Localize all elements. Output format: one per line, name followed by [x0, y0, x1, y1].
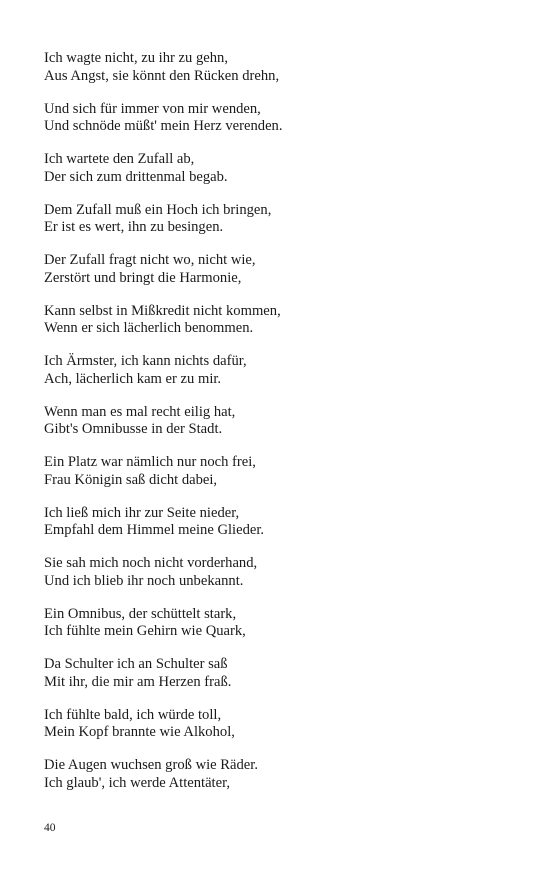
poem-text — [44, 50, 524, 808]
poem-line: Gibt's Omnibusse in der Stadt. — [44, 421, 223, 437]
stanza — [44, 656, 524, 691]
poem-line: Der Zufall fragt nicht wo, nicht wie, — [44, 252, 256, 268]
stanza — [44, 606, 524, 641]
stanza — [44, 757, 524, 792]
poem-line: Er ist es wert, ihn zu besingen. — [44, 219, 224, 235]
poem-line: Empfahl dem Himmel meine Glieder. — [44, 522, 265, 538]
stanza — [44, 252, 524, 287]
stanza — [44, 151, 524, 186]
poem-line: Ich fühlte bald, ich würde toll, — [44, 706, 222, 723]
poem-line: Ach, lächerlich kam er zu mir. — [44, 370, 222, 387]
stanza — [44, 505, 524, 540]
page-number: 40 — [44, 822, 56, 834]
poem-line: Ich fühlte mein Gehirn wie Quark, — [44, 623, 246, 639]
stanza — [44, 404, 524, 439]
poem-line: Wenn er sich lächerlich benommen. — [44, 320, 254, 336]
stanza — [44, 303, 524, 338]
poem-line: Sie sah mich noch nicht vorderhand, — [44, 555, 258, 571]
poem-line: Ich glaub', ich werde Attentäter, — [44, 774, 231, 791]
stanza — [44, 707, 524, 742]
poem-line: Ich ließ mich ihr zur Seite nieder, — [44, 504, 240, 521]
poem-line: Dem Zufall muß ein Hoch ich bringen, — [44, 201, 272, 218]
poem-line: Ein Omnibus, der schüttelt stark, — [44, 605, 237, 622]
poem-line: Zerstört und bringt die Harmonie, — [44, 269, 242, 286]
poem-line: Wenn man es mal recht eilig hat, — [44, 403, 236, 420]
stanza — [44, 101, 524, 136]
poem-line: Mein Kopf brannte wie Alkohol, — [44, 724, 235, 740]
stanza — [44, 202, 524, 237]
stanza — [44, 555, 524, 590]
poem-line: Ein Platz war nämlich nur noch frei, — [44, 454, 256, 470]
poem-line: Frau Königin saß dicht dabei, — [44, 471, 218, 488]
poem-line: Der sich zum drittenmal begab. — [44, 168, 228, 185]
poem-line: Aus Angst, sie könnt den Rücken drehn, — [44, 67, 280, 84]
poem-line: Kann selbst in Mißkredit nicht kommen, — [44, 302, 281, 319]
stanza — [44, 353, 524, 388]
poem-line: Die Augen wuchsen groß wie Räder. — [44, 757, 258, 773]
poem-line: Und schnöde müßt' mein Herz verenden. — [44, 118, 283, 134]
poem-line: Und ich blieb ihr noch unbekannt. — [44, 572, 244, 589]
poem-line: Da Schulter ich an Schulter saß — [44, 656, 228, 672]
poem-line: Ich wartete den Zufall ab, — [44, 151, 195, 167]
poem-line: Ich Ärmster, ich kann nichts dafür, — [44, 353, 247, 369]
poem-line: Und sich für immer von mir wenden, — [44, 100, 261, 117]
stanza — [44, 50, 524, 85]
stanza — [44, 454, 524, 489]
poem-line: Ich wagte nicht, zu ihr zu gehn, — [44, 50, 228, 66]
poem-line: Mit ihr, die mir am Herzen fraß. — [44, 673, 232, 690]
